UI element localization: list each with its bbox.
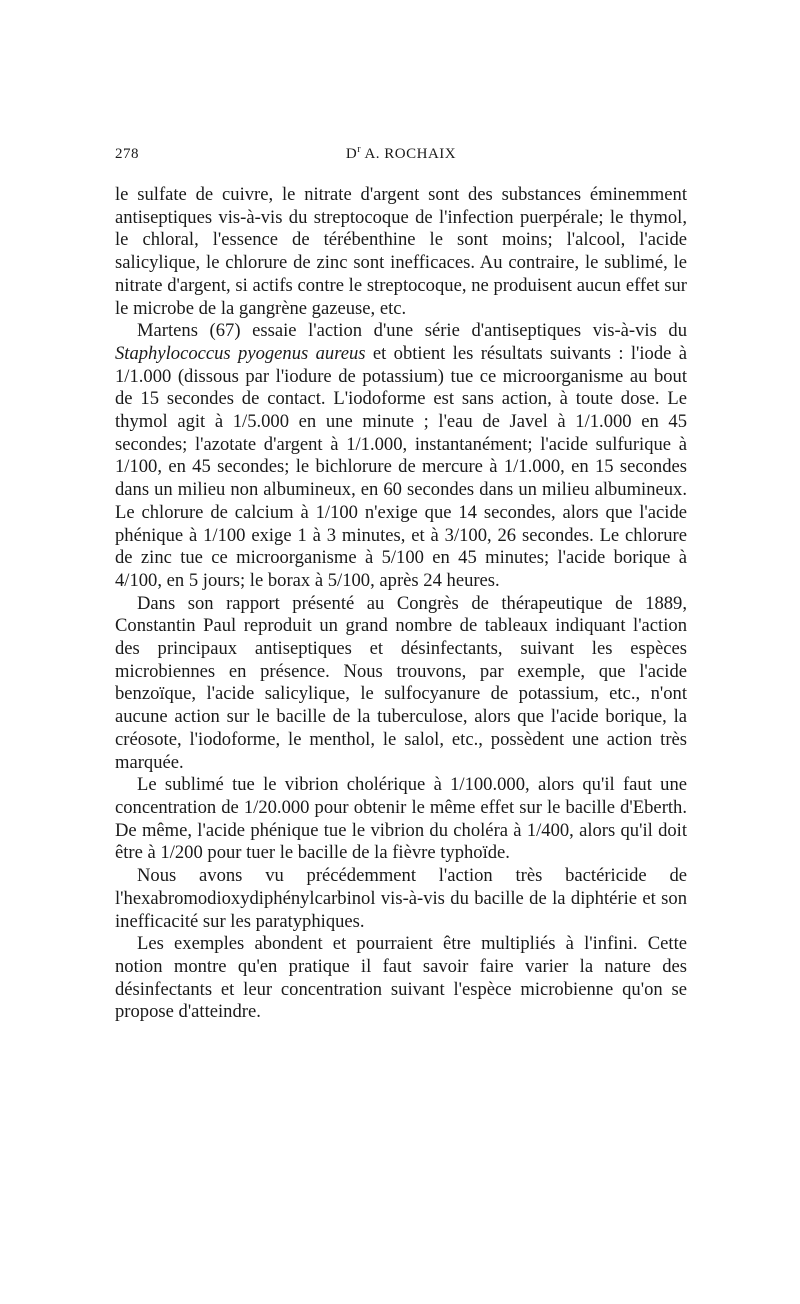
author-name: A. ROCHAIX <box>361 146 457 162</box>
paragraph-text: et obtient les résultats suivants : l'iode à 1/1.000 (dissous par l'iodure de potassium) tue ce microorganisme au bout de 15 secondes de contact. L'iodoforme est sans action, à toute dose. Le thymol agit à 1/5.000 en une minute ; l'eau de Javel à 1/1.000 en 45 secondes; l'azotate d'argent à 1/1.000, instantanément; l'acide sulfurique à 1/100, en 45 secondes; le bichlorure de mercure à 1/1.000, en 15 secondes dans un milieu non albumineux, en 60 secondes dans un milieu albumineux. Le chlorure de calcium à 1/100 n'exige que 14 secondes, alors que l'acide phénique à 1/100 exige 1 à 3 minutes, et à 3/100, 26 secondes. Le chlorure de zinc tue ce microorganisme à 5/100 en 45 minutes; l'acide borique à 4/100, en 5 jours; le borax à 5/100, après 24 heures. <box>115 342 687 591</box>
paragraph-text: Martens (67) essaie l'action d'une série d'antiseptiques vis-à-vis du <box>137 320 687 342</box>
paragraph-hexabromo: Nous avons vu précédemment l'action très bactéricide de l'hexabromodioxydiphénylcarbinol vis-à-vis du bacille de la diphtérie et son inefficacité sur les paratyphiques. <box>115 865 687 932</box>
author-prefix: D <box>345 146 358 162</box>
running-head-author <box>115 146 687 163</box>
species-name-italic: Staphylococcus pyogenus aureus <box>115 342 366 364</box>
paragraph-sublime: Le sublimé tue le vibrion cholérique à 1/100.000, alors qu'il faut une concentration de 1/20.000 pour obtenir le même effet sur le bacille d'Eberth. De même, l'acide phénique tue le vibrion du choléra à 1/400, alors qu'il doit être à 1/200 pour tuer le bacille de la fièvre typhoïde. <box>115 774 687 864</box>
paragraph-congres: Dans son rapport présenté au Congrès de thérapeutique de 1889, Constantin Paul reproduit un grand nombre de tableaux indiquant l'action des principaux antiseptiques et désinfectants, suivant les espèces microbiennes en présence. Nous trouvons, par exemple, que l'acide benzoïque, l'acide salicylique, le sulfocyanure de potassium, etc., n'ont aucune action sur le bacille de la tuberculose, alors que l'acide borique, la créosote, l'iodoforme, le menthol, le salol, etc., possèdent une action très marquée. <box>115 592 687 773</box>
page-number: 278 <box>115 146 139 162</box>
book-page <box>115 140 687 1024</box>
paragraph-martens <box>115 320 687 592</box>
running-head <box>115 140 687 170</box>
paragraph-continuation: le sulfate de cuivre, le nitrate d'argent sont des substances éminemment antiseptiques vis-à-vis du streptocoque de l'infection puerpérale; le thymol, le chloral, l'essence de térébenthine le sont moins; l'alcool, l'acide salicylique, le chlorure de zinc sont inefficaces. Au contraire, le sublimé, le nitrate d'argent, si actifs contre le streptocoque, ne produisent aucun effet sur le microbe de la gangrène gazeuse, etc. <box>115 184 687 319</box>
body-text <box>115 184 687 1024</box>
paragraph-conclusion: Les exemples abondent et pourraient être multipliés à l'infini. Cette notion montre qu'en pratique il faut savoir faire varier la nature des désinfectants et leur concentration suivant l'espèce microbienne qu'on se propose d'atteindre. <box>115 933 687 1023</box>
author-prefix-superscript: r <box>357 144 362 155</box>
